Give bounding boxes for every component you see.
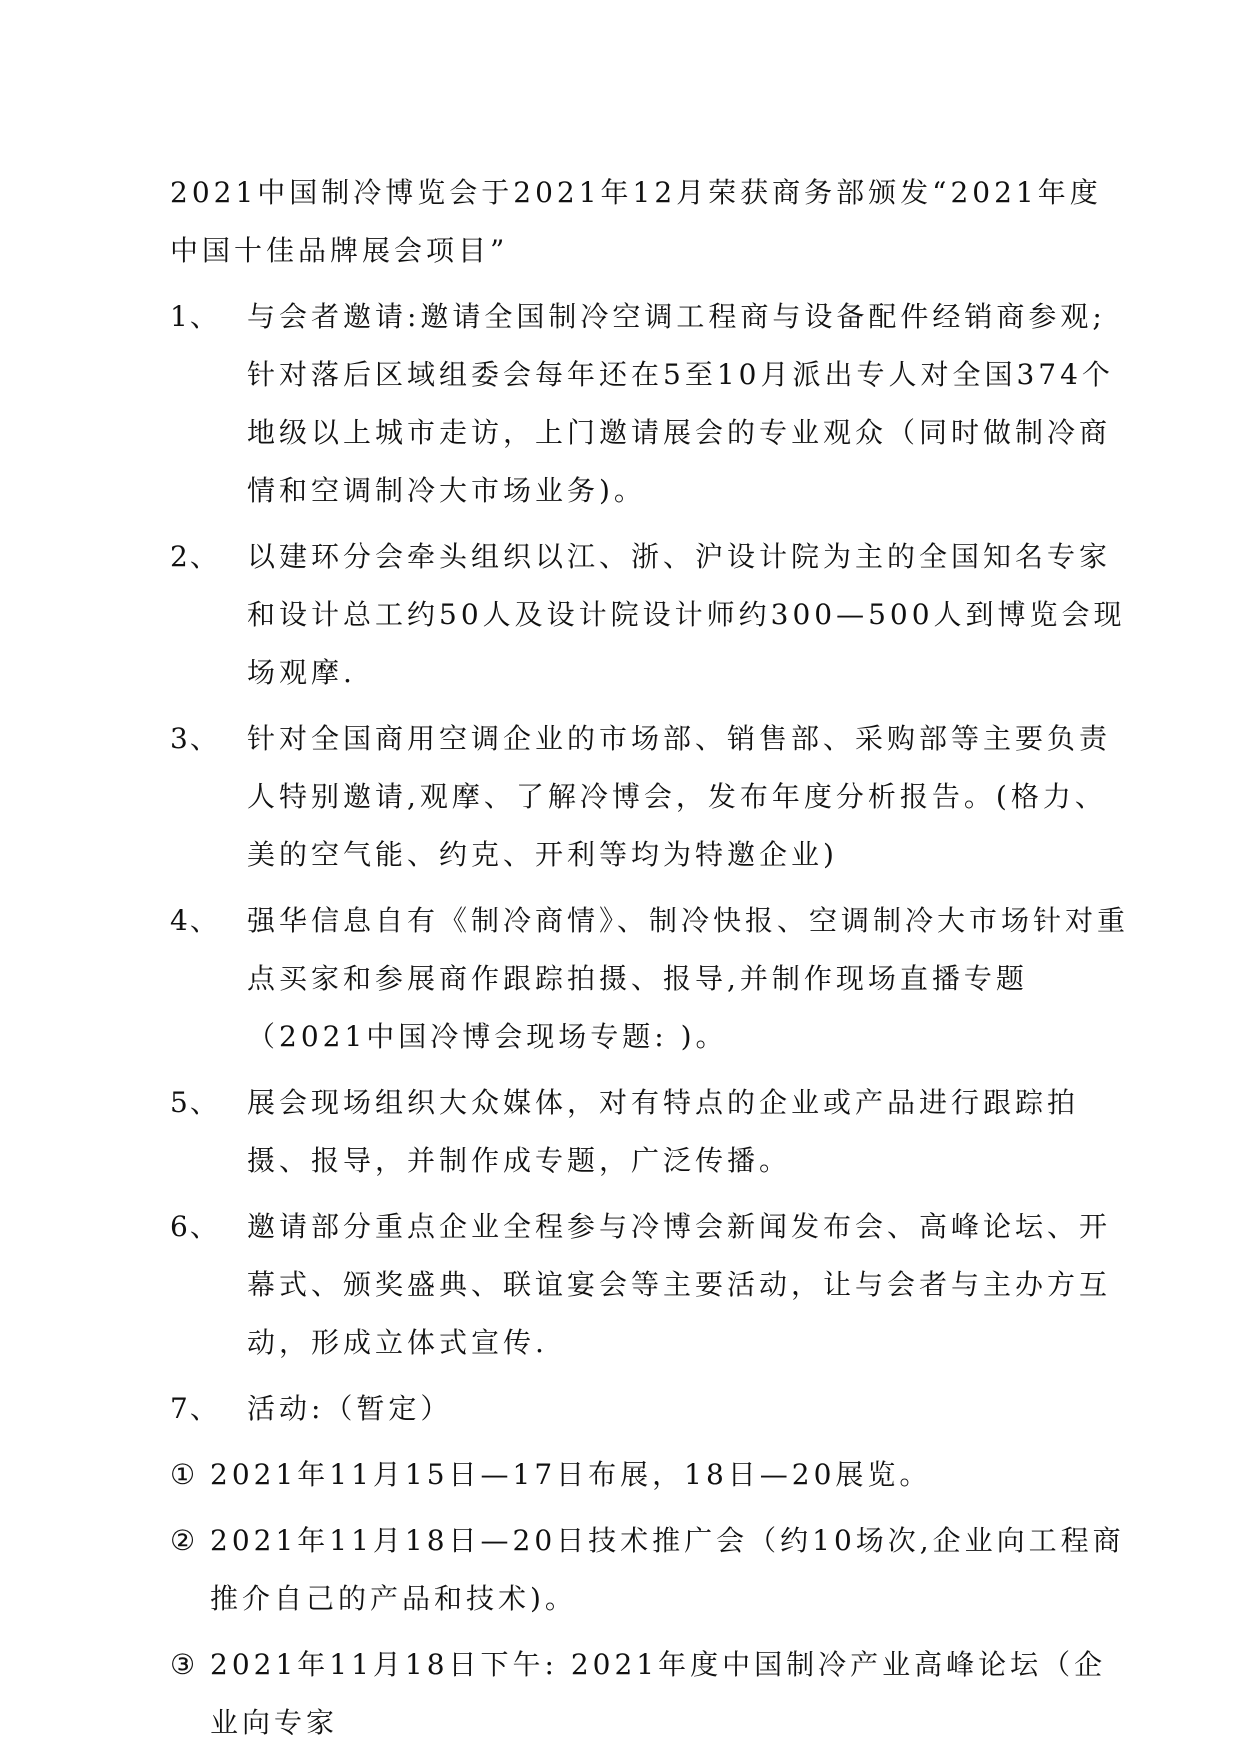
item-text: 以建环分会牵头组织以江、浙、沪设计院为主的全国知名专家和设计总工约50人及设计院设计师约300—500人到博览会现场观摩.: [247, 540, 1126, 689]
list-item-5: [170, 1074, 1130, 1190]
document-body: [170, 164, 1130, 1760]
item-text: 邀请部分重点企业全程参与冷博会新闻发布会、高峰论坛、开幕式、颁奖盛典、联谊宴会等主要活动，让与会者与主办方互动，形成立体式宣传.: [247, 1210, 1112, 1359]
activity-item-2: [170, 1512, 1130, 1628]
list-item-6: [170, 1198, 1130, 1372]
item-number: 7、: [170, 1392, 220, 1425]
activity-marker: ③: [170, 1648, 200, 1681]
item-text: 针对全国商用空调企业的市场部、销售部、采购部等主要负责人特别邀请,观摩、了解冷博会，发布年度分析报告。(格力、美的空气能、约克、开利等均为特邀企业): [247, 722, 1112, 871]
intro-paragraph: 2021中国制冷博览会于2021年12月荣获商务部颁发“2021年度中国十佳品牌展会项目”: [170, 176, 1102, 267]
activity-text: 2021年11月18日—20日技术推广会（约10场次,企业向工程商推介自己的产品和技术)。: [210, 1524, 1125, 1615]
item-number: 1、: [170, 300, 220, 333]
activity-item-3: [170, 1636, 1130, 1752]
activity-item-1: [170, 1446, 1130, 1504]
activity-text: 2021年11月15日—17日布展，18日—20展览。: [210, 1458, 932, 1491]
item-text: 与会者邀请:邀请全国制冷空调工程商与设备配件经销商参观;针对落后区域组委会每年还在5至10月派出专人对全国374个地级以上城市走访，上门邀请展会的专业观众（同时做制冷商情和空调制冷大市场业务)。: [247, 300, 1114, 507]
item-text: 展会现场组织大众媒体，对有特点的企业或产品进行跟踪拍摄、报导，并制作成专题，广泛传播。: [247, 1086, 1080, 1177]
item-number: 6、: [170, 1210, 220, 1243]
list-item-2: [170, 528, 1130, 702]
activity-marker: ①: [170, 1458, 200, 1491]
list-item-3: [170, 710, 1130, 884]
activity-marker: ②: [170, 1524, 200, 1557]
item-number: 5、: [170, 1086, 220, 1119]
list-item-1: [170, 288, 1130, 520]
item-number: 2、: [170, 540, 220, 573]
activity-text: 2021年11月18日下午: 2021年度中国制冷产业高峰论坛（企业向专家: [210, 1648, 1107, 1739]
list-item-4: [170, 892, 1130, 1066]
item-number: 4、: [170, 904, 220, 937]
list-item-7: [170, 1380, 1130, 1438]
item-text: 活动:（暂定）: [247, 1392, 453, 1425]
item-text: 强华信息自有《制冷商情》、制冷快报、空调制冷大市场针对重点买家和参展商作跟踪拍摄、报导,并制作现场直播专题（2021中国冷博会现场专题: )。: [247, 904, 1130, 1053]
item-number: 3、: [170, 722, 220, 755]
